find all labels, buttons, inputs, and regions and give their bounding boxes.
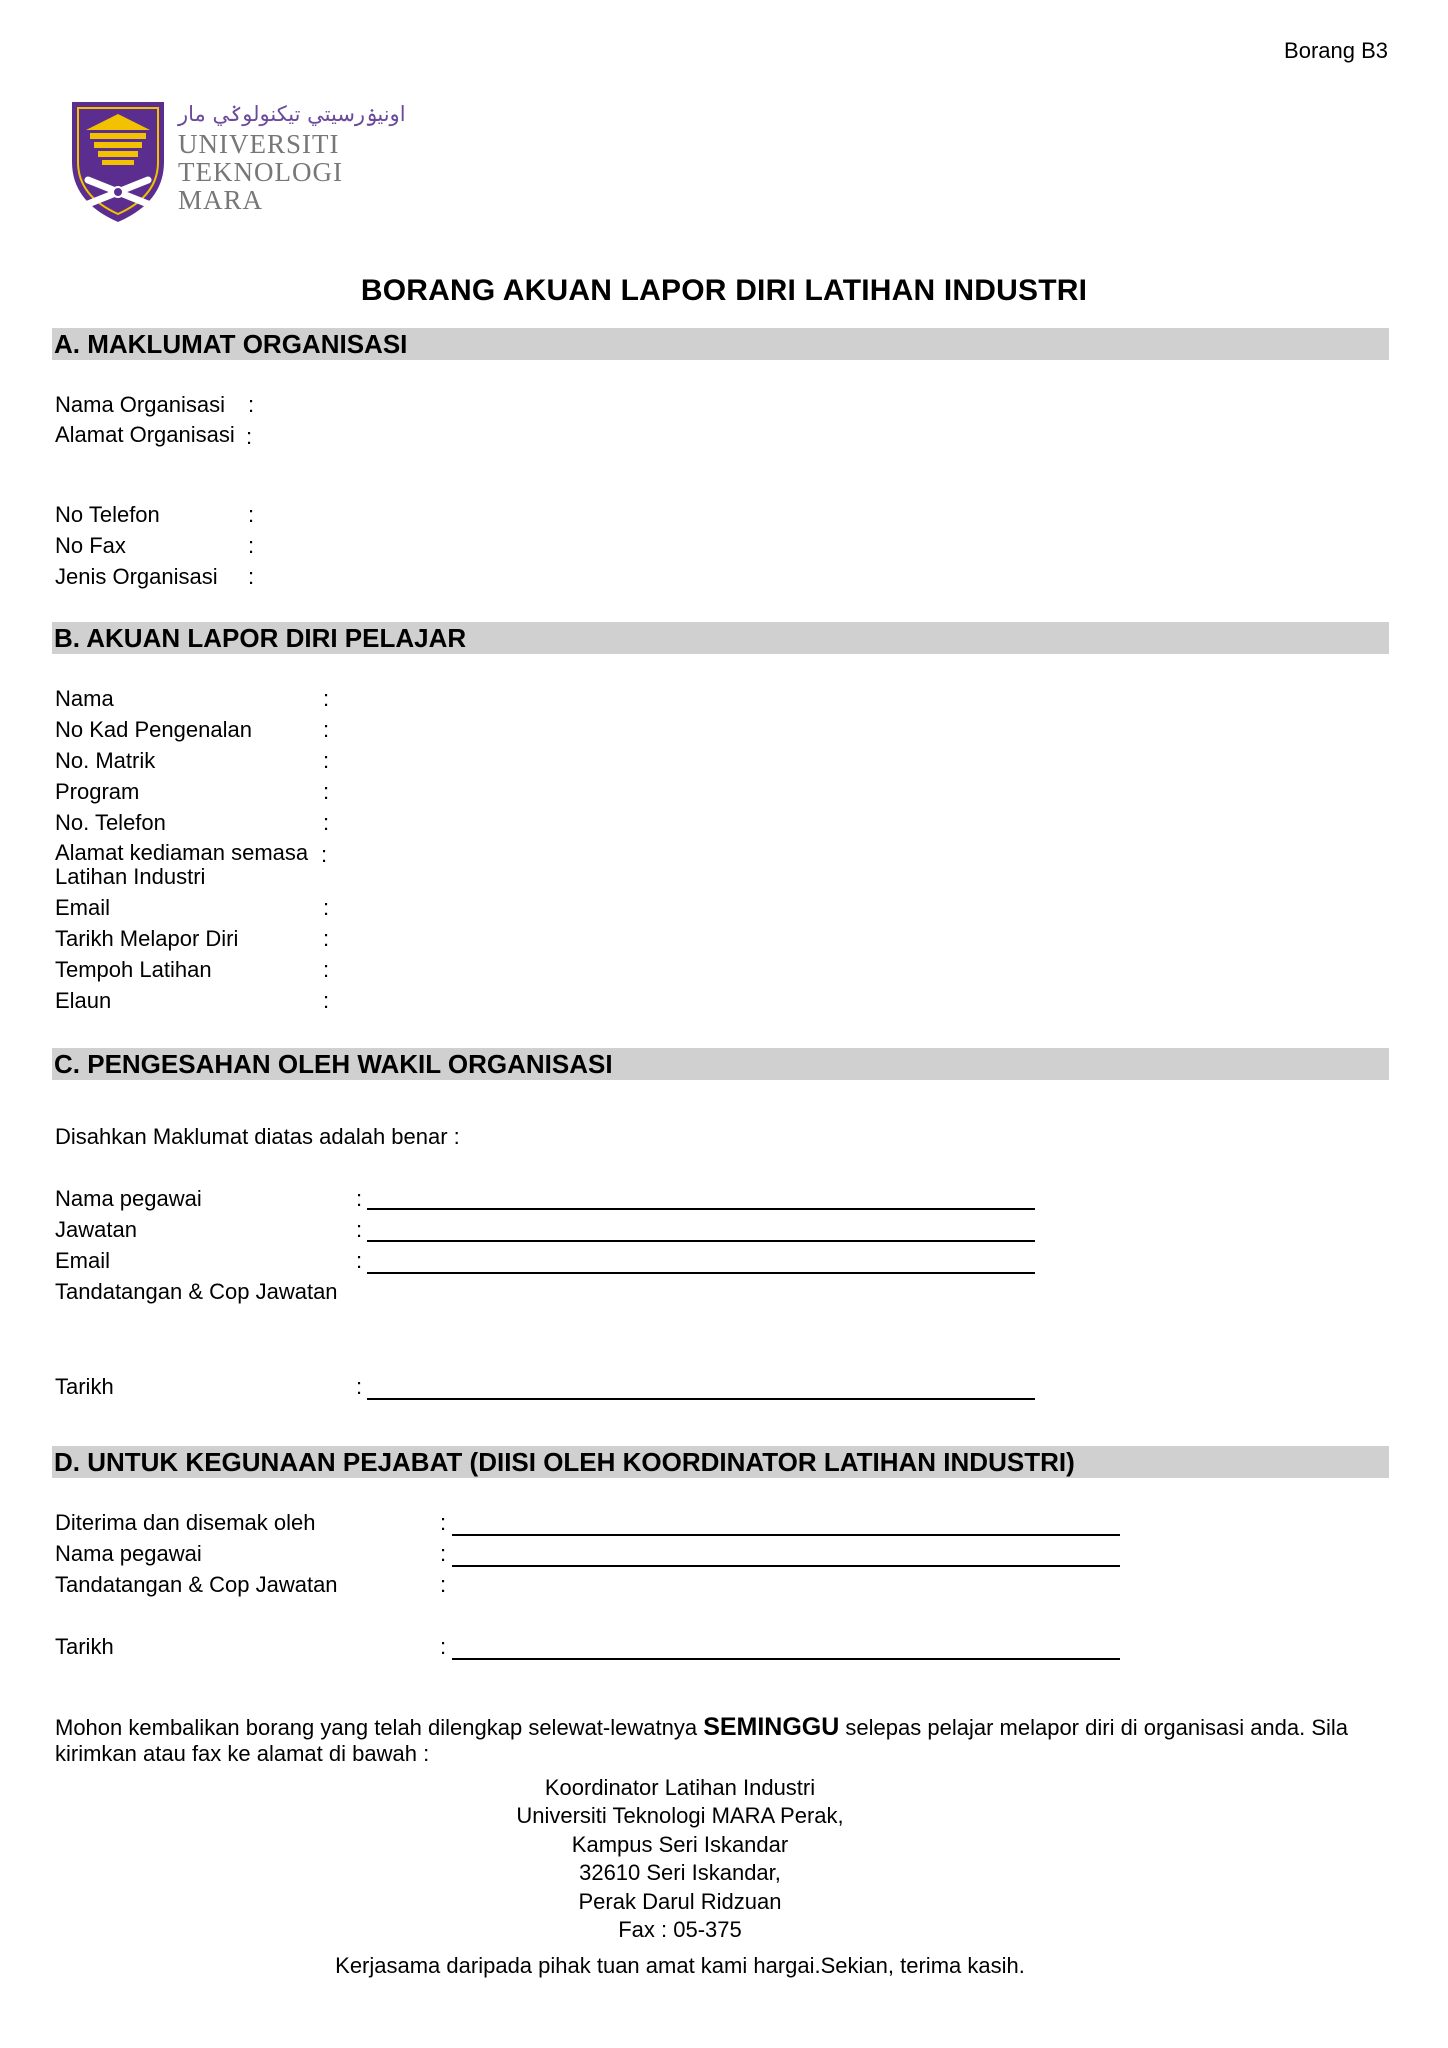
nama-pegawai-line[interactable] <box>367 1208 1035 1210</box>
colon: : <box>323 717 330 742</box>
label-nama: Nama <box>55 686 114 711</box>
label-no-telefon-pelajar: No. Telefon <box>55 810 166 835</box>
label-tarikh-pejabat: Tarikh <box>55 1634 114 1659</box>
colon: : <box>440 1572 447 1597</box>
nama-pegawai-pejabat-line[interactable] <box>452 1565 1120 1567</box>
label-tandatangan-cop: Tandatangan & Cop Jawatan <box>55 1279 338 1304</box>
label-email-pegawai: Email <box>55 1248 111 1273</box>
logo-text-teknologi: TEKNOLOGI <box>178 157 343 187</box>
notice-text-before: Mohon kembalikan borang yang telah dilengkap selewat-lewatnya <box>55 1715 704 1740</box>
label-latihan-industri: Latihan Industri <box>55 864 206 889</box>
colon: : <box>440 1634 447 1659</box>
colon: : <box>323 926 330 951</box>
colon: : <box>323 810 330 835</box>
tarikh-pejabat-line[interactable] <box>452 1658 1120 1660</box>
section-b-header <box>52 622 1389 654</box>
logo-arabic-text: اونيۏرسيتي تيكنولوݢي مار <box>178 102 406 126</box>
form-code: Borang B3 <box>1284 38 1388 63</box>
uitm-logo <box>70 100 406 225</box>
colon: : <box>248 533 255 558</box>
section-c-title: C. PENGESAHAN OLEH WAKIL ORGANISASI <box>54 1049 613 1079</box>
colon: : <box>246 424 253 449</box>
address-line-1: Koordinator Latihan Industri <box>544 1775 816 1800</box>
colon: : <box>323 686 330 711</box>
address-line-3: Kampus Seri Iskandar <box>571 1832 789 1857</box>
colon: : <box>356 1217 363 1242</box>
colon: : <box>323 957 330 982</box>
label-no-fax: No Fax <box>55 533 126 558</box>
section-a-title: A. MAKLUMAT ORGANISASI <box>54 329 408 359</box>
colon: : <box>356 1374 363 1399</box>
label-nama-organisasi: Nama Organisasi <box>55 392 225 417</box>
confirmation-statement: Disahkan Maklumat diatas adalah benar : <box>55 1124 460 1149</box>
colon: : <box>323 779 330 804</box>
label-nama-pegawai: Nama pegawai <box>55 1186 202 1211</box>
label-tandatangan-cop-pejabat: Tandatangan & Cop Jawatan <box>55 1572 338 1597</box>
page-title: BORANG AKUAN LAPOR DIRI LATIHAN INDUSTRI <box>360 274 1088 307</box>
label-no-kad-pengenalan: No Kad Pengenalan <box>55 717 252 742</box>
label-diterima-disemak: Diterima dan disemak oleh <box>55 1510 316 1535</box>
label-jenis-organisasi: Jenis Organisasi <box>55 564 218 589</box>
section-b-title: B. AKUAN LAPOR DIRI PELAJAR <box>54 623 467 653</box>
colon: : <box>440 1510 447 1535</box>
address-line-4: 32610 Seri Iskandar, <box>579 1860 781 1885</box>
closing-statement: Kerjasama daripada pihak tuan amat kami hargai.Sekian, terima kasih. <box>335 1953 1025 1978</box>
notice-emphasis: SEMINGGU <box>703 1713 840 1741</box>
notice-text-after: selepas pelajar melapor diri di organisasi anda. Sila kirimkan atau fax ke alamat di bawah : <box>55 1715 1349 1766</box>
label-alamat-organisasi: Alamat Organisasi <box>55 422 235 447</box>
colon: : <box>323 748 330 773</box>
tarikh-pengesahan-line[interactable] <box>367 1398 1035 1400</box>
address-line-2: Universiti Teknologi MARA Perak, <box>516 1803 844 1828</box>
colon: : <box>248 392 255 417</box>
label-program: Program <box>55 779 140 804</box>
diterima-line[interactable] <box>452 1534 1120 1536</box>
address-fax: Fax : 05-375 <box>618 1917 742 1942</box>
email-pegawai-line[interactable] <box>367 1272 1035 1274</box>
label-tempoh-latihan: Tempoh Latihan <box>55 957 212 982</box>
section-a-header <box>52 328 1389 360</box>
label-tarikh-pengesahan: Tarikh <box>55 1374 114 1399</box>
colon: : <box>356 1186 363 1211</box>
label-tarikh-melapor-diri: Tarikh Melapor Diri <box>55 926 239 951</box>
colon: : <box>321 842 328 867</box>
colon: : <box>248 502 255 527</box>
logo-text-mara: MARA <box>178 185 264 215</box>
label-nama-pegawai-pejabat: Nama pegawai <box>55 1541 202 1566</box>
label-jawatan: Jawatan <box>55 1217 137 1242</box>
label-elaun: Elaun <box>55 988 112 1013</box>
section-d-title: D. UNTUK KEGUNAAN PEJABAT (DIISI OLEH KOORDINATOR LATIHAN INDUSTRI) <box>54 1447 1075 1477</box>
colon: : <box>323 895 330 920</box>
colon: : <box>440 1541 447 1566</box>
label-email-pelajar: Email <box>55 895 111 920</box>
colon: : <box>323 988 330 1013</box>
return-notice <box>55 1714 1375 1767</box>
logo-text-universiti: UNIVERSITI <box>178 129 340 159</box>
section-c-header <box>52 1048 1389 1080</box>
section-d-header <box>52 1446 1389 1478</box>
colon: : <box>248 564 255 589</box>
colon: : <box>356 1248 363 1273</box>
jawatan-line[interactable] <box>367 1240 1035 1242</box>
label-alamat-kediaman: Alamat kediaman semasa <box>55 840 309 865</box>
address-line-5: Perak Darul Ridzuan <box>578 1889 782 1914</box>
label-no-telefon-organisasi: No Telefon <box>55 502 160 527</box>
label-no-matrik: No. Matrik <box>55 748 156 773</box>
